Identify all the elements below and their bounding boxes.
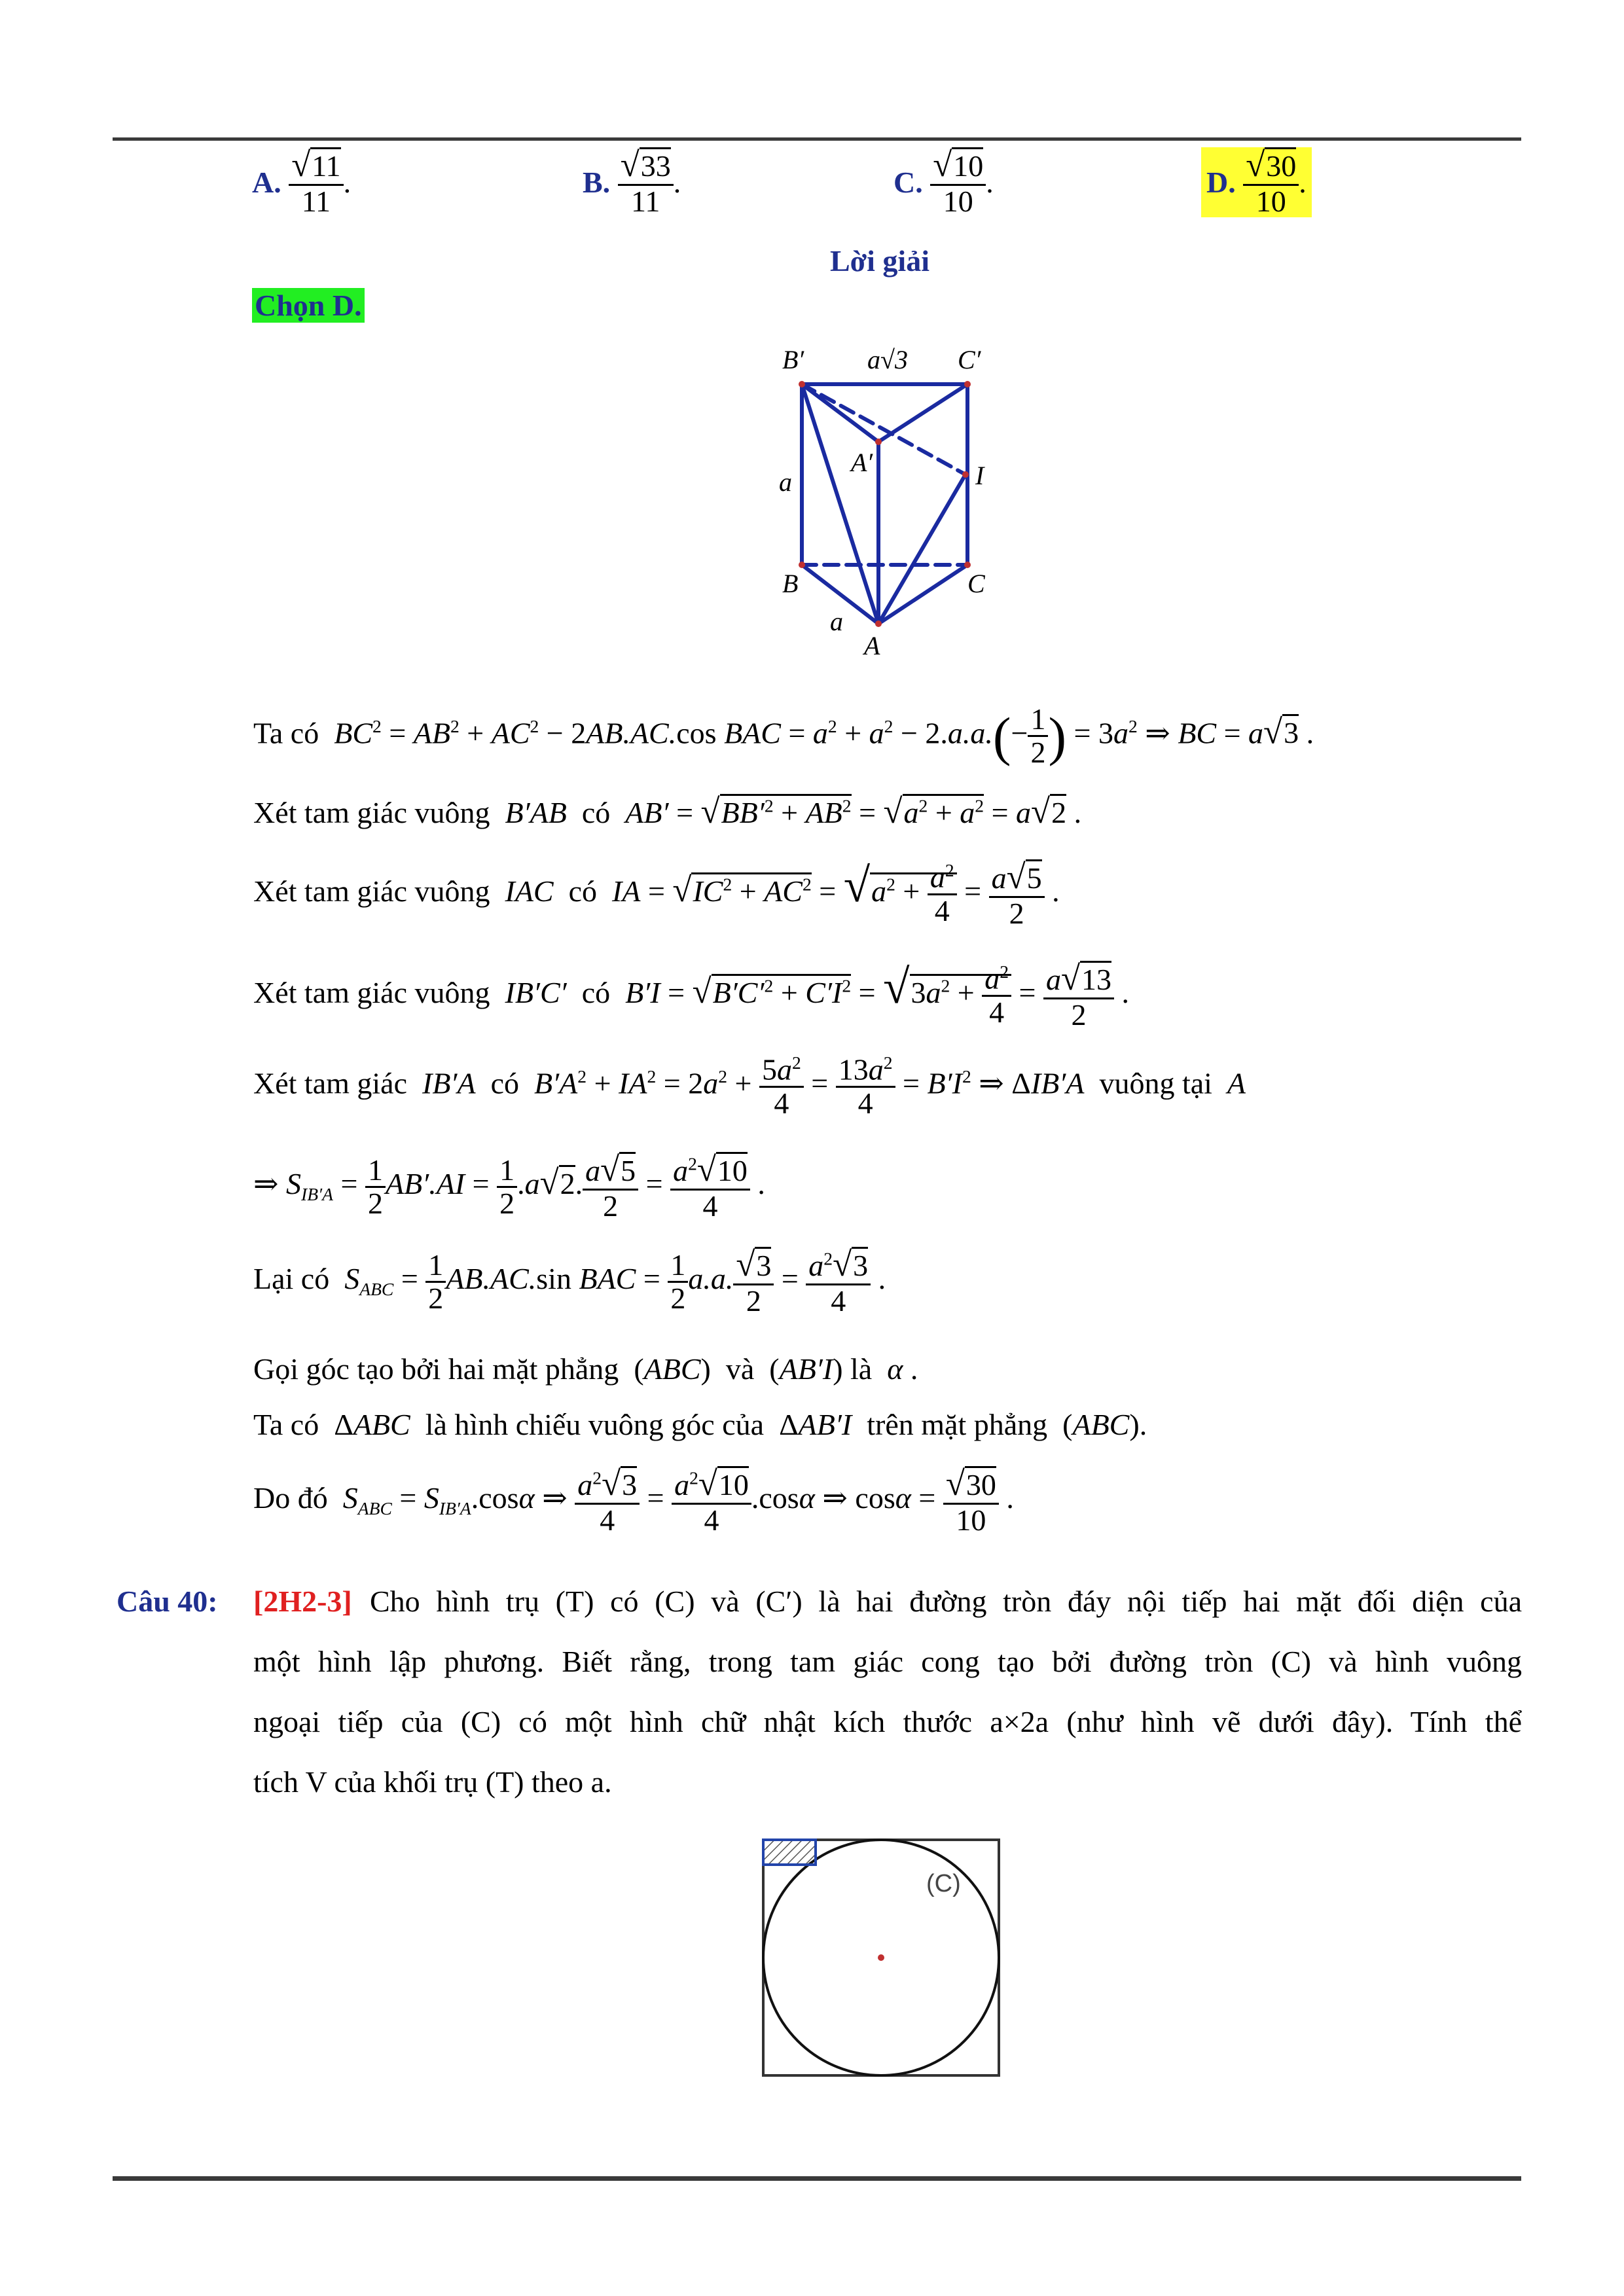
label-i: I	[975, 461, 984, 490]
chosen-answer: Chọn D.	[252, 288, 365, 323]
label-a: A	[864, 631, 880, 660]
question-code: [2H2-3]	[253, 1585, 352, 1618]
question-line-4: tích V của khối trụ (T) theo a.	[253, 1765, 612, 1799]
question-line-1: Cho hình trụ (T) có (C) và (C′) là hai đường tròn đáy nội tiếp hai mặt đối diện của	[370, 1585, 1522, 1618]
step-6: ⇒ $S_{IB'A}$ = $\frac{1}{2}$ AB′.AI = $\frac{1}{2}$ .a√2. $\frac{a√5}{2}$ = $\frac{a^2√10}{4}$ .	[253, 1151, 765, 1223]
option-b[interactable]: B. $\frac{√33}{11}$ .	[583, 146, 681, 218]
bottom-rule	[113, 2176, 1521, 2181]
label-c-prime: C′	[958, 345, 981, 374]
option-d-fraction: $\frac{√30}{10}$	[1243, 147, 1299, 217]
step-2: Xét tam giác vuông B′AB có $AB' = √BB'^2 + AB^2 = √a^2 + a^2 = a√2$ .	[253, 793, 1082, 831]
label-a-bottom: a	[830, 607, 843, 636]
label-a-prime: A′	[851, 448, 873, 477]
option-a-fraction: $\frac{√11}{11}$	[289, 147, 343, 217]
option-c[interactable]: C. $\frac{√10}{10}$ .	[893, 146, 994, 218]
label-a-sqrt3: a√3	[867, 345, 908, 374]
label-a-side: a	[779, 467, 792, 497]
step-1: Ta có $BC^2 = AB^2 + AC^2 - 2AB.AC.\cos$ BAC = $a^2 + a^2 - 2.a.a.(-$ $\frac{1}{2}$ ) = $3a^2$ ⇒ BC = a√3 .	[253, 702, 1314, 770]
step-3: Xét tam giác vuông IAC có IA = $√IC^2 + AC^2 = √a^2$ + $\frac{a^2}{4}$ = $\frac{a√5}{2}$ .	[253, 858, 1060, 930]
label-b-prime: B′	[782, 345, 804, 374]
top-rule	[113, 137, 1521, 141]
option-a[interactable]: A. $\frac{√11}{11}$ .	[252, 146, 352, 218]
option-b-fraction: $\frac{√33}{11}$	[618, 147, 674, 217]
step-7: Lại có $S_{ABC}$ = $\frac{1}{2}$ AB.AC.sin BAC = $\frac{1}{2}$ a.a. $\frac{√3}{2}$ = $\frac{a^2√3}{4}$ .	[253, 1246, 886, 1318]
step-4: Xét tam giác vuông IB′C′ có $B'I = √B'C'^2 + C'I^2 = √3a^2$ + $\frac{a^2}{4}$ = $\frac{a√13}{2}$ .	[253, 960, 1130, 1031]
solution-title: Lời giải	[830, 244, 929, 278]
question-number: Câu 40:	[117, 1585, 218, 1618]
option-d[interactable]: D. $\frac{√30}{10}$ .	[1201, 147, 1312, 217]
option-c-fraction: $\frac{√10}{10}$	[930, 147, 986, 217]
circle-label: (C)	[926, 1870, 961, 1897]
label-b: B	[782, 569, 799, 598]
step-8: Gọi góc tạo bởi hai mặt phẳng (ABC) và (AB′I) là α .	[253, 1352, 918, 1386]
prism-figure	[759, 337, 1021, 664]
label-c: C	[967, 569, 985, 598]
question-line-2: một hình lập phương. Biết rằng, trong tam giác cong tạo bởi đường tròn (C) và hình vuông	[253, 1645, 1522, 1678]
step-5: Xét tam giác IB′A có $B'A^2 + IA^2 = 2a^2$ + $\frac{5a^2}{4}$ = $\frac{13a^2}{4}$ = $B'I^2$ ⇒ ΔIB′A vuông tại A	[253, 1052, 1246, 1120]
circle-square-figure	[759, 1836, 1008, 2085]
step-10: Do đó $S_{ABC} = S_{IB'A}.\cos\alpha$ ⇒ $\frac{a^2√3}{4}$ = $\frac{a^2√10}{4}$ .cosα ⇒ cosα = $\frac{√30}{10}$ .	[253, 1465, 1014, 1537]
question-line-3: ngoại tiếp của (C) có một hình chữ nhật kích thước a×2a (như hình vẽ dưới đây). Tính thể	[253, 1705, 1522, 1738]
step-9: Ta có ΔABC là hình chiếu vuông góc của ΔAB′I trên mặt phẳng (ABC).	[253, 1408, 1147, 1441]
